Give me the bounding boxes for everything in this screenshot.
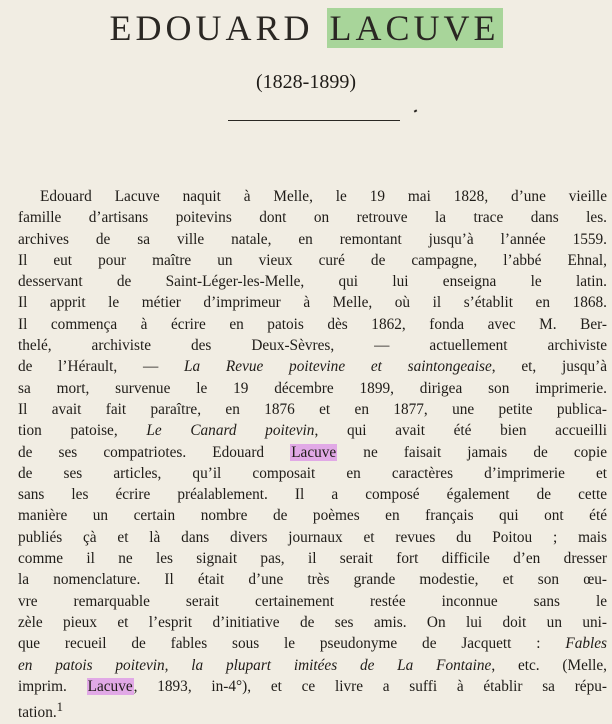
text-line [18,655,607,676]
text-line [18,292,607,313]
italic-title: Le Canard poitevin [146,422,315,440]
italic-title: La Revue poitevine et saintongeaise [184,358,492,376]
text-segment: thelé, archiviste des Deux-Sèvres, — actuellement archiviste [18,337,607,355]
text-segment: ne faisait jamais de copie [337,443,607,461]
text-segment: desservant de Saint-Léger-les-Melle, qui lui enseigna le latin. [18,273,607,291]
text-line [18,314,607,335]
biography-paragraph [18,186,608,722]
text-line [18,207,607,228]
text-segment: imprim. [18,677,87,695]
life-dates: (1828-1899) [256,71,356,93]
footnote-marker: 1 [56,700,64,715]
text-line [18,484,607,505]
text-line [18,250,607,271]
text-line [18,505,607,526]
text-segment: Edouard Lacuve naquit à Melle, le 19 mai 1828, d’une vieille [40,188,607,205]
page-title [0,3,612,53]
text-segment: manière un certain nombre de poèmes en français qui ont été [18,507,607,525]
text-segment: tion patoise, [18,422,147,440]
text-line [18,271,607,292]
text-segment: comme il ne les signait pas, il serait fort difficile d’en dresser [18,550,607,568]
text-segment: , 1893, in-4°), et ce livre a suffi à établir sa répu- [133,677,607,695]
text-segment: Il commença à écrire en patois dès 1862, fonda avec M. Ber- [18,315,607,333]
text-line [18,420,607,441]
text-segment: de ses articles, qu’il composait en caractères d’imprimerie et [18,464,607,482]
text-segment: vre remarquable serait certainement restée inconnue sans le [18,592,607,610]
text-segment: , qui avait été bien accueilli [314,422,607,440]
text-segment: que recueil de fables sous le pseudonyme de Jacquett : [18,635,566,653]
highlighted-name: Lacuve [87,677,133,695]
text-segment: tation. [18,704,57,722]
title-prefix: EDOUARD [109,8,327,48]
text-segment: publiés çà et là dans divers journaux et revues du Poitou ; mais [18,528,607,546]
italic-title: en patois poitevin, la plupart imitées de La Fontaine [18,656,492,674]
text-segment: sans les écrire préalablement. Il a composé également de cette [18,486,607,504]
text-line [18,569,607,590]
text-segment: Il eut pour maître un vieux curé de campagne, l’abbé Ehnal, [18,251,607,269]
text-segment: archives de sa ville natale, en remontant jusqu’à l’année 1559. [18,230,607,248]
text-line [18,676,607,697]
text-segment: la nomenclature. Il était d’une très grande modestie, et son œu- [18,571,607,589]
text-line [18,378,607,399]
text-segment: Il apprit le métier d’imprimeur à Melle, où il s’établit en 1868. [18,294,607,312]
text-segment: de l’Hérault, — [18,358,185,376]
text-segment: sa mort, survenue le 19 décembre 1899, dirigea son imprimerie. [18,379,607,397]
text-segment: , et, jusqu’à [491,358,608,376]
text-segment: zèle pieux et l’esprit d’initiative de ses amis. On lui doit un uni- [18,613,607,631]
text-line [18,356,607,377]
text-line [18,186,607,207]
text-segment: Il avait fait paraître, en 1876 et en 1877, une petite publica- [18,400,607,418]
italic-title: Fables [565,635,607,653]
text-line [18,548,607,569]
text-segment: , etc. (Melle, [491,656,607,674]
text-line [18,335,607,356]
highlighted-name: Lacuve [291,443,337,461]
text-segment: famille d’artisans poitevins dont on retrouve la trace dans les. [18,209,607,227]
text-line [18,697,607,722]
title-highlighted-name: LACUVE [327,8,503,48]
text-line [18,591,607,612]
text-line [18,527,607,548]
divider-rule [228,120,400,121]
text-line [18,229,607,250]
text-segment: de ses compatriotes. Edouard [18,443,291,461]
text-line [18,399,607,420]
text-line [18,442,607,463]
text-line [18,633,607,654]
ink-speck [414,109,418,112]
text-line [18,612,607,633]
text-line [18,463,607,484]
